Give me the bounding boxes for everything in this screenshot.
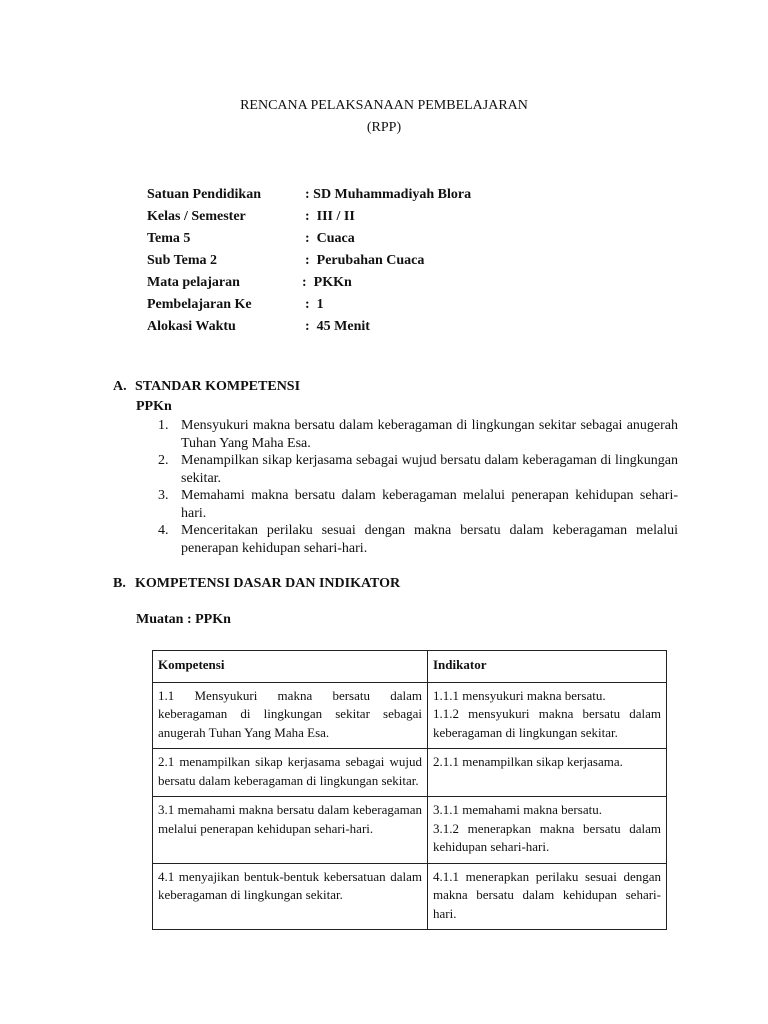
list-number: 4. [158,523,169,538]
list-text: Mensyukuri makna bersatu dalam keberagaman di lingkungan sekitar sebagai anugerah Tuhan Yang Maha Esa. [181,418,678,451]
info-value: : Cuaca [305,231,355,246]
info-key: Satuan Pendidikan [147,187,261,202]
table-row [153,797,667,864]
competency-indicator-table [152,650,667,930]
kompetensi-cell: 1.1 Mensyukuri makna bersatu dalam keberagaman di lingkungan sekitar sebagai anugerah Tuhan Yang Maha Esa. [153,682,428,749]
document-subtitle: (RPP) [366,120,402,135]
muatan-label: Muatan : PPKn [136,612,231,627]
info-row [147,272,567,294]
list-number: 2. [158,453,169,468]
info-key: Tema 5 [147,231,191,246]
info-key: Mata pelajaran [147,275,240,290]
kompetensi-cell: 4.1 menyajikan bentuk-bentuk kebersatuan dalam keberagaman di lingkungan sekitar. [153,863,428,930]
info-value: : SD Muhammadiyah Blora [305,187,472,202]
info-key: Kelas / Semester [147,209,246,224]
list-number: 3. [158,488,169,503]
info-value: : PKKn [302,275,352,290]
indikator-cell [428,863,667,930]
section-title: STANDAR KOMPETENSI [135,379,301,394]
info-value: : III / II [305,209,355,224]
section-b-heading [113,576,400,592]
info-row [147,228,567,250]
section-letter: B. [113,576,126,591]
indikator-line: 1.1.1 mensyukuri makna bersatu. [433,687,606,703]
section-letter: A. [113,379,127,394]
indikator-cell [428,682,667,749]
document-title: RENCANA PELAKSANAAN PEMBELAJARAN [240,98,528,113]
indikator-line: 2.1.1 menampilkan sikap kerjasama. [433,754,623,769]
list-text: Menampilkan sikap kerjasama sebagai wujud bersatu dalam keberagaman di lingkungan sekitar. [181,453,678,486]
list-item [158,417,678,452]
section-title: KOMPETENSI DASAR DAN INDIKATOR [135,576,401,591]
info-row [147,316,567,338]
indikator-line: 3.1.1 memahami makna bersatu. [433,802,602,817]
indikator-line: 3.1.2 menerapkan makna bersatu dalam kehidupan sehari-hari. [433,820,661,854]
kompetensi-cell: 3.1 memahami makna bersatu dalam keberagaman melalui penerapan kehidupan sehari-hari. [153,797,428,864]
table-row [153,863,667,930]
list-text: Menceritakan perilaku sesuai dengan makna bersatu dalam keberagaman melalui penerapan kehidupan sehari-hari. [181,523,678,556]
list-item [158,522,678,557]
info-row [147,206,567,228]
info-value: : 45 Menit [305,319,370,334]
info-value: : Perubahan Cuaca [305,253,425,268]
identity-block [147,184,567,338]
indikator-cell [428,797,667,864]
info-key: Alokasi Waktu [147,319,236,334]
subject-label: PPKn [136,399,172,414]
competency-standard-list [158,417,678,557]
kompetensi-cell: 2.1 menampilkan sikap kerjasama sebagai wujud bersatu dalam keberagaman di lingkungan sekitar. [153,749,428,797]
list-item [158,487,678,522]
info-row [147,294,567,316]
list-number: 1. [158,418,169,433]
table-header-row [153,651,667,683]
table-row [153,682,667,749]
info-key: Pembelajaran Ke [147,297,252,312]
indikator-line: 1.1.2 mensyukuri makna bersatu dalam keberagaman di lingkungan sekitar. [433,706,661,740]
table-row [153,749,667,797]
list-text: Memahami makna bersatu dalam keberagaman melalui penerapan kehidupan sehari-hari. [181,488,678,521]
column-header: Indikator [428,651,667,683]
section-a-heading [113,379,300,395]
info-key: Sub Tema 2 [147,253,218,268]
info-row [147,250,567,272]
info-value: : 1 [305,297,324,312]
info-row [147,184,567,206]
indikator-cell [428,749,667,797]
list-item [158,452,678,487]
indikator-line: 4.1.1 menerapkan perilaku sesuai dengan makna bersatu dalam kehidupan sehari-hari. [433,868,661,921]
column-header: Kompetensi [153,651,428,683]
